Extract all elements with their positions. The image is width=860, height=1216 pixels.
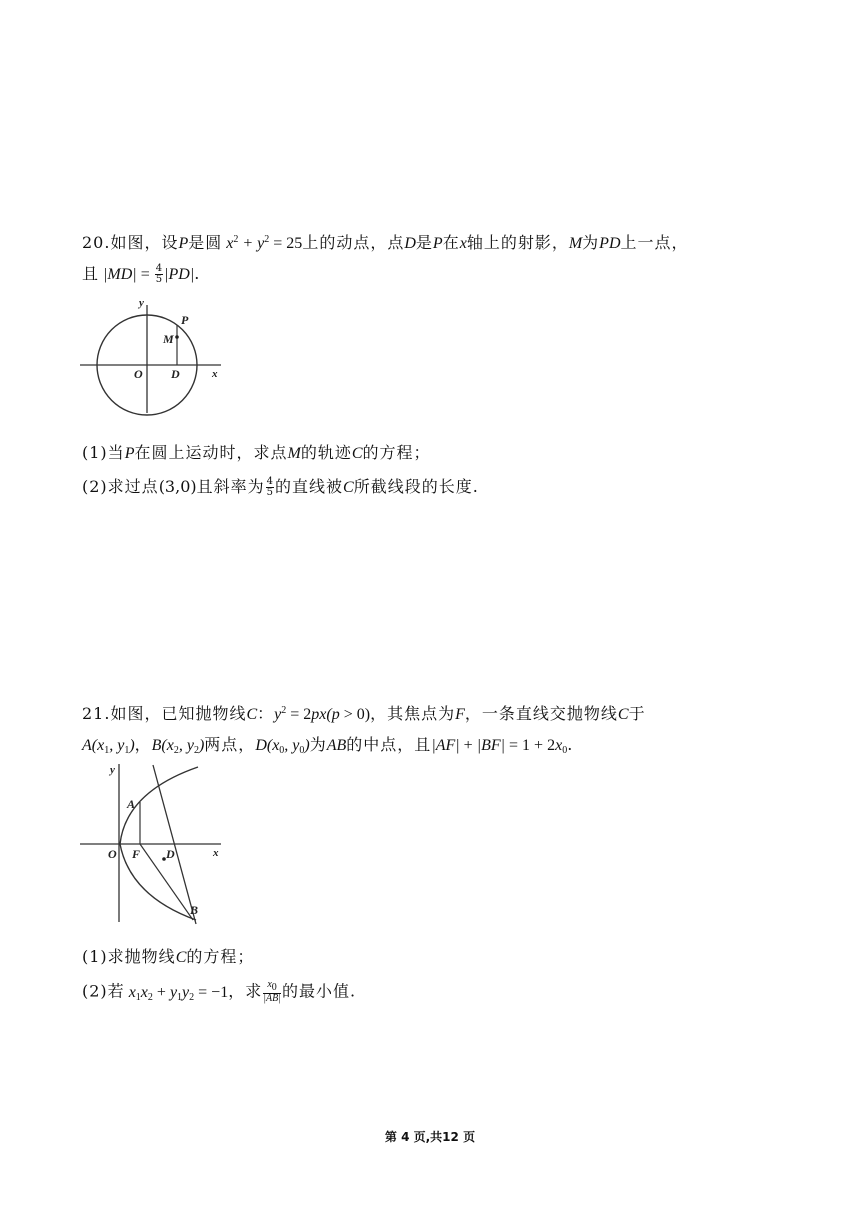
fraction-x0-over-ab: $\frac{x_0}{|AB|}$ [263, 979, 281, 1004]
q21-part1: (1)求抛物线C的方程； [82, 947, 255, 966]
x-axis-label: x [212, 368, 218, 380]
point-a-label: A [127, 797, 136, 811]
point-p-label: P [181, 313, 189, 327]
q21-parabola-figure [78, 760, 228, 925]
q20-line1: 20.如图，设P是圆 $x^2 + y^2 = 25$上的动点，点D是P在x轴上的射影，M为PD上一点， [82, 233, 689, 252]
x-axis-label: x [213, 847, 219, 859]
q21-part2: (2)若 $x_1x_2 + y_1y_2 = -1$，求 $\frac{x_0}{|AB|}$ 的最小值. [82, 979, 357, 1004]
q20-line2: 且 |MD| = $\frac{4}{5}$ |PD|. [82, 263, 201, 285]
point-d-label: D [166, 847, 175, 861]
q20-part1: (1)当P在圆上运动时，求点M的轨迹C的方程； [82, 443, 431, 462]
q20-circle-figure [78, 295, 228, 417]
fraction-4-5: $\frac{4}{5}$ [155, 263, 163, 285]
origin-label: O [134, 367, 143, 381]
focus-f-label: F [132, 847, 141, 861]
page-footer: 第 4 页,共12 页 [384, 1130, 476, 1144]
q20-number: 20. [82, 233, 111, 252]
q21-line2: $A(x_1$, $y_1$)，$B(x_2$, $y_2$)两点，$D(x_0$, $y_0$)为AB的中点，且$|AF| + |BF| = 1 + 2x_0$. [82, 735, 574, 756]
y-axis-label: y [110, 764, 115, 776]
q21-line1: 21.如图，已知抛物线C：$y^2 = 2px(p > 0)$，其焦点为F，一条直线交抛物线C于 [82, 704, 646, 723]
point-d-label: D [171, 367, 180, 381]
origin-label: O [108, 847, 117, 861]
fraction-4-5-slope: $\frac{4}{5}$ [266, 476, 274, 498]
point-m-label: M [163, 332, 174, 346]
q21-number: 21. [82, 704, 111, 723]
point-b-label: B [190, 903, 199, 917]
q20-part2: (2)求过点(3,0)且斜率为 $\frac{4}{5}$ 的直线被C所截线段的长度. [82, 476, 479, 498]
y-axis-label: y [139, 297, 144, 309]
